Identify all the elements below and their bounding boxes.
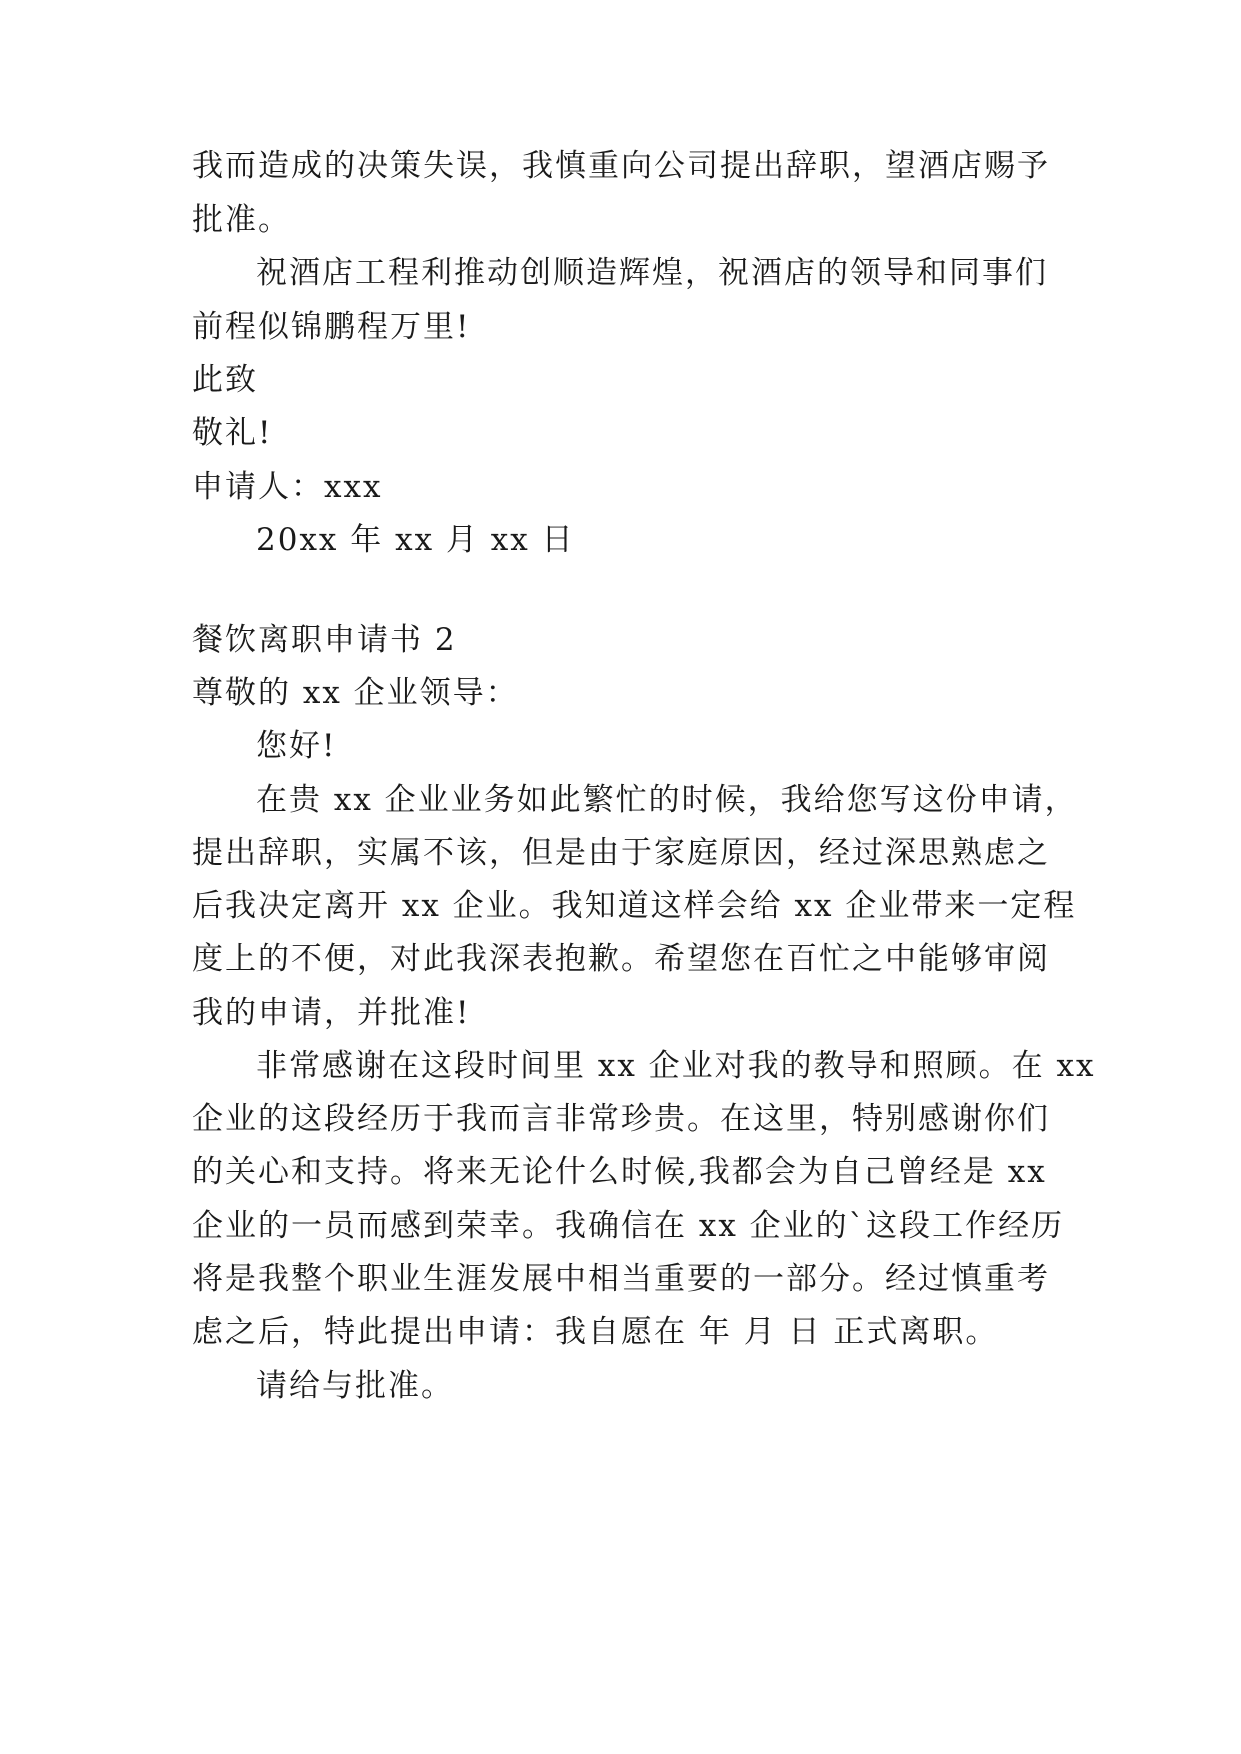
body-text-line: 将是我整个职业生涯发展中相当重要的一部分。经过慎重考: [192, 1261, 1050, 1297]
body-text-line: 非常感谢在这段时间里 xx 企业对我的教导和照顾。在 xx: [256, 1048, 1096, 1084]
date-line: 20xx 年 xx 月 xx 日: [256, 522, 575, 558]
salutation: 尊敬的 xx 企业领导：: [192, 675, 519, 711]
body-text-line: 在贵 xx 企业业务如此繁忙的时候，我给您写这份申请，: [256, 782, 1078, 818]
body-text-line: 虑之后，特此提出申请：我自愿在 年 月 日 正式离职。: [192, 1314, 999, 1350]
body-text-line: 后我决定离开 xx 企业。我知道这样会给 xx 企业带来一定程: [192, 888, 1077, 924]
body-text-line: 我而造成的决策失误，我慎重向公司提出辞职，望酒店赐予: [192, 148, 1050, 184]
applicant-signature: 申请人：xxx: [192, 469, 383, 505]
closing-salute: 敬礼!: [192, 415, 273, 451]
body-text-line: 的关心和支持。将来无论什么时候,我都会为自己曾经是 xx: [192, 1154, 1047, 1190]
document-page: [192, 0, 1096, 1754]
closing-phrase: 此致: [192, 362, 258, 398]
section-title: 餐饮离职申请书 2: [192, 622, 457, 658]
greeting: 您好!: [256, 728, 337, 764]
body-text-line: 企业的这段经历于我而言非常珍贵。在这里，特别感谢你们: [192, 1101, 1050, 1137]
body-text-line: 提出辞职，实属不该，但是由于家庭原因，经过深思熟虑之: [192, 835, 1050, 871]
body-text-line: 度上的不便，对此我深表抱歉。希望您在百忙之中能够审阅: [192, 941, 1050, 977]
body-text-line: 祝酒店工程利推动创顺造辉煌，祝酒店的领导和同事们: [256, 255, 1048, 291]
body-text-line: 批准。: [192, 202, 291, 238]
body-text-line: 前程似锦鹏程万里!: [192, 309, 471, 345]
closing-request: 请给与批准。: [256, 1368, 454, 1404]
body-text-line: 企业的一员而感到荣幸。我确信在 xx 企业的`这段工作经历: [192, 1208, 1065, 1244]
body-text-line: 我的申请，并批准!: [192, 995, 471, 1031]
